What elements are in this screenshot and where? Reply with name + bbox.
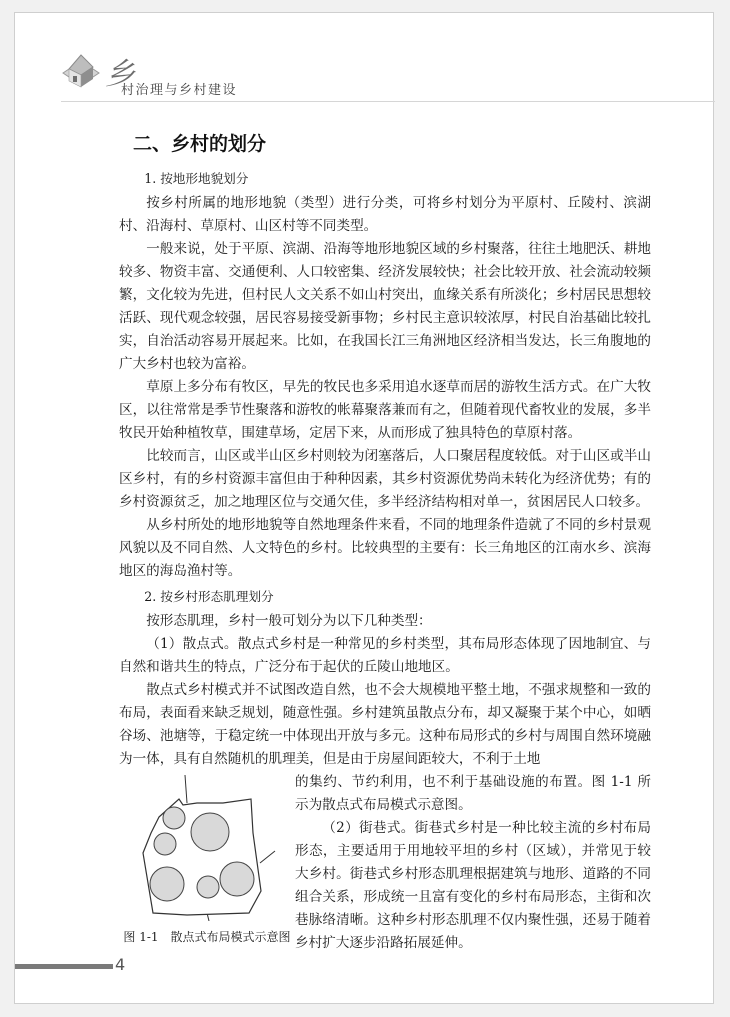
footer-bar bbox=[15, 964, 113, 969]
paragraph: 比较而言，山区或半山区乡村则较为闭塞落后，人口聚居程度较低。对于山区或半山区乡村，有的乡村资源丰富但由于种种因素，其乡村资源优势尚未转化为经济优势；有的乡村资源贫乏，加之地理区位与交通欠佳，多半经济结构相对单一，贫困居民人口较多。 bbox=[119, 448, 651, 510]
paragraph: 散点式乡村模式并不试图改造自然，也不会大规模地平整土地，不强求规整和一致的布局，表面看来缺乏规划，随意性强。乡村建筑虽散点分布，却又凝聚于某个中心，如晒谷场、池塘等，于稳定统一中体现出开放与多元。这种布局形式的乡村与周围自然环境融为一体，具有自然随机的肌理美，但是由于房屋间距较大，不利于土地 bbox=[119, 682, 651, 767]
subheading-morphology: 2. 按乡村形态肌理划分 bbox=[144, 589, 274, 604]
paragraph: 按乡村所属的地形地貌（类型）进行分类，可将乡村划分为平原村、丘陵村、滨湖村、沿海村、草原村、山区村等不同类型。 bbox=[119, 195, 651, 234]
paragraph: 按形态肌理，乡村一般可划分为以下几种类型： bbox=[146, 613, 432, 629]
book-page bbox=[14, 12, 714, 1004]
figure-scattered-layout bbox=[117, 773, 291, 951]
paragraph: 草原上多分布有牧区，早先的牧民也多采用追水逐草而居的游牧生活方式。在广大牧区，以往常常是季节性聚落和游牧的帐幕聚落兼而有之，但随着现代畜牧业的发展，多半牧民开始种植牧草，围建草场，定居下来，从而形成了独具特色的草原村落。 bbox=[119, 379, 651, 441]
paragraph: （2）街巷式。街巷式乡村是一种比较主流的乡村布局形态，主要适用于用地较平坦的乡村（区域），并常见于较大乡村。街巷式乡村形态肌理根据建筑与地形、道路的不同组合关系，形成统一且富有变化的乡村布局形态，主街和次巷脉络清晰。这种乡村形态肌理不仅内聚性强，还易于随着乡村扩大逐步沿路拓展延伸。 bbox=[295, 820, 651, 951]
subheading-terrain: 1. 按地形地貌划分 bbox=[144, 171, 249, 186]
body-text bbox=[119, 165, 651, 955]
paragraph: 从乡村所处的地形地貌等自然地理条件来看，不同的地理条件造就了不同的乡村景观风貌以及不同自然、人文特色的乡村。比较典型的主要有：长三角地区的江南水乡、滨海地区的海岛渔村等。 bbox=[119, 517, 651, 579]
page-number: 4 bbox=[115, 955, 126, 974]
header-divider bbox=[61, 101, 715, 102]
section-title: 二、乡村的划分 bbox=[133, 133, 267, 155]
paragraph: 一般来说，处于平原、滨湖、沿海等地形地貌区域的乡村聚落，往往土地肥沃、耕地较多、物资丰富、交通便利、人口较密集、经济发展较快；社会比较开放、社会流动较频繁，文化较为先进，但村民人文关系不如山村突出，血缘关系有所淡化；乡村居民思想较活跃、现代观念较强，居民容易接受新事物；乡村民主意识较浓厚，村民自治基础比较扎实，自治活动容易开展起来。比如，在我国长江三角洲地区经济相当发达，长三角腹地的广大乡村也较为富裕。 bbox=[119, 241, 651, 372]
header-glyph: 乡 bbox=[105, 57, 135, 92]
running-header-title: 村治理与乡村建设 bbox=[121, 83, 238, 98]
scattered-layout-diagram bbox=[125, 773, 277, 921]
figure-caption: 图 1-1 散点式布局模式示意图 bbox=[123, 930, 291, 944]
paragraph: 的集约、节约利用，也不利于基础设施的布置。图 1-1 所示为散点式布局模式示意图。 bbox=[295, 774, 651, 813]
paragraph: （1）散点式。散点式乡村是一种常见的乡村类型，其布局形态体现了因地制宜、与自然和谐共生的特点，广泛分布于起伏的丘陵山地地区。 bbox=[119, 636, 651, 675]
